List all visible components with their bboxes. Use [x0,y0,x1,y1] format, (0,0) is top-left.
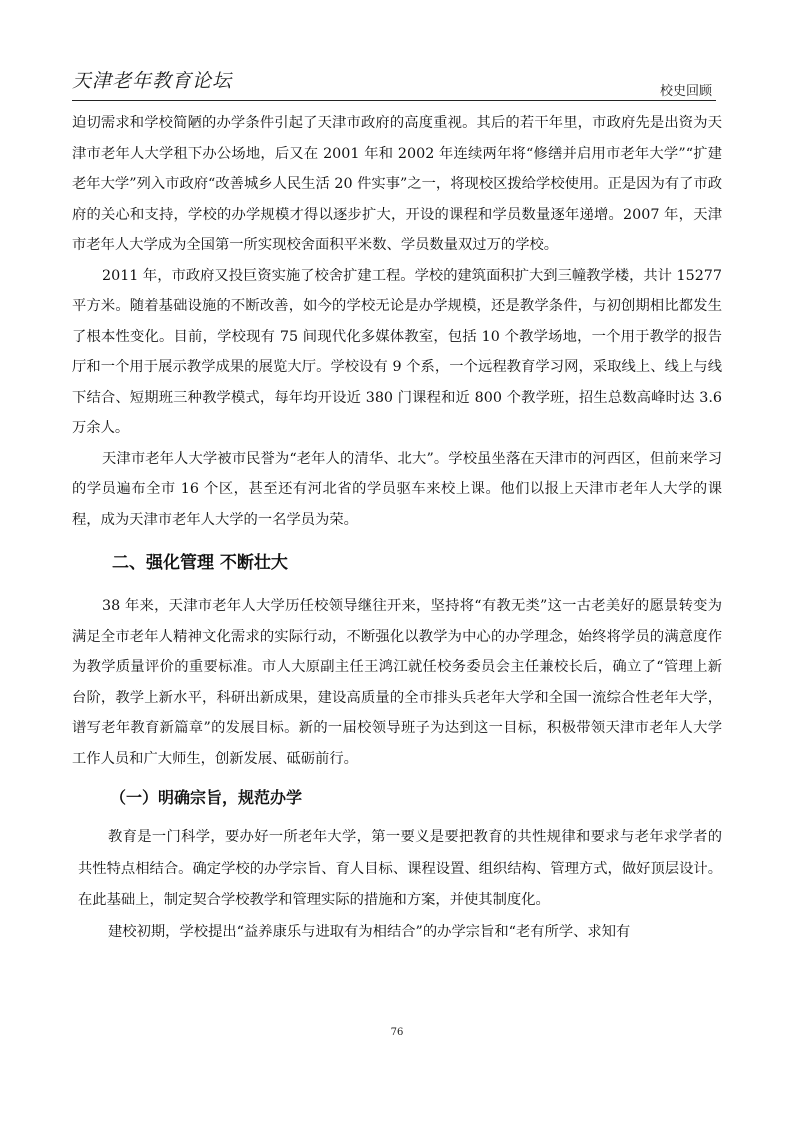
subsection-body [72,822,722,948]
page-number: 76 [390,1027,404,1038]
article-body [72,108,722,948]
paragraph-2: 2011 年，市政府又投巨资实施了校舍扩建工程。学校的建筑面积扩大到三幢教学楼，共计 15277 平方米。随着基础设施的不断改善，如今的学校无论是办学规模，还是教学条件，与初创期相比都发生了根本性变化。目前，学校现有 75 间现代化多媒体教室，包括 10 个教学场地，一个用于教学的报告厅和一个用于展示教学成果的展览大厅。学校设有 9 个系，一个远程教育学习网，采取线上、线上与线下结合、短期班三种教学模式，每年均开设近 380 门课程和近 800 个教学班，招生总数高峰时达 3.6 万余人。 [72,267,722,436]
subsection-heading: （一）明确宗旨，规范办学 [110,788,303,807]
section-heading: 二、强化管理 不断壮大 [112,553,288,573]
paragraph-3: 天津市老年人大学被市民誉为“老年人的清华、北大”。学校虽坐落在天津市的河西区，但前来学习的学员遍布全市 16 个区，甚至还有河北省的学员驱车来校上课。他们以报上天津市老年人大学的课程，成为天津市老年人大学的一名学员为荣。 [72,450,722,528]
section-label: 校史回顾 [659,84,712,99]
header-divider [72,100,716,101]
paragraph-1: 迫切需求和学校简陋的办学条件引起了天津市政府的高度重视。其后的若干年里，市政府先是出资为天津市老年人大学租下办公场地，后又在 2001 年和 2002 年连续两年将“修缮并启用市老年大学”“扩建老年大学”列入市政府“改善城乡人民生活 20 件实事”之一，将现校区拨给学校使用。正是因为有了市政府的关心和支持，学校的办学规模才得以逐步扩大，开设的课程和学员数量逐年递增。2007 年，天津市老年人大学成为全国第一所实现校舍面积平米数、学员数量双过万的学校。 [72,115,722,253]
journal-logo-text: 天津老年教育论坛 [72,70,233,92]
paragraph-6: 建校初期，学校提出“益养康乐与进取有为相结合”的办学宗旨和“老有所学、求知有 [108,923,631,940]
paragraph-4: 38 年来，天津市老年人大学历任校领导继往开来，坚持将“有教无类”这一古老美好的愿景转变为满足全市老年人精神文化需求的实际行动，不断强化以教学为中心的办学理念，始终将学员的满意度作为教学质量评价的重要标准。市人大原副主任王鸿江就任校务委员会主任兼校长后，确立了“管理上新台阶，教学上新水平，科研出新成果，建设高质量的全市排头兵老年大学和全国一流综合性老年大学，谱写老年教育新篇章”的发展目标。新的一届校领导班子为达到这一目标，积极带领天津市老年人大学工作人员和广大师生，创新发展、砥砺前行。 [72,598,722,767]
paragraph-5: 教育是一门科学，要办好一所老年大学，第一要义是要把教育的共性规律和要求与老年求学者的共性特点相结合。确定学校的办学宗旨、育人目标、课程设置、组织结构、管理方式，做好顶层设计。在此基础上，制定契合学校教学和管理实际的措施和方案，并使其制度化。 [78,829,722,908]
